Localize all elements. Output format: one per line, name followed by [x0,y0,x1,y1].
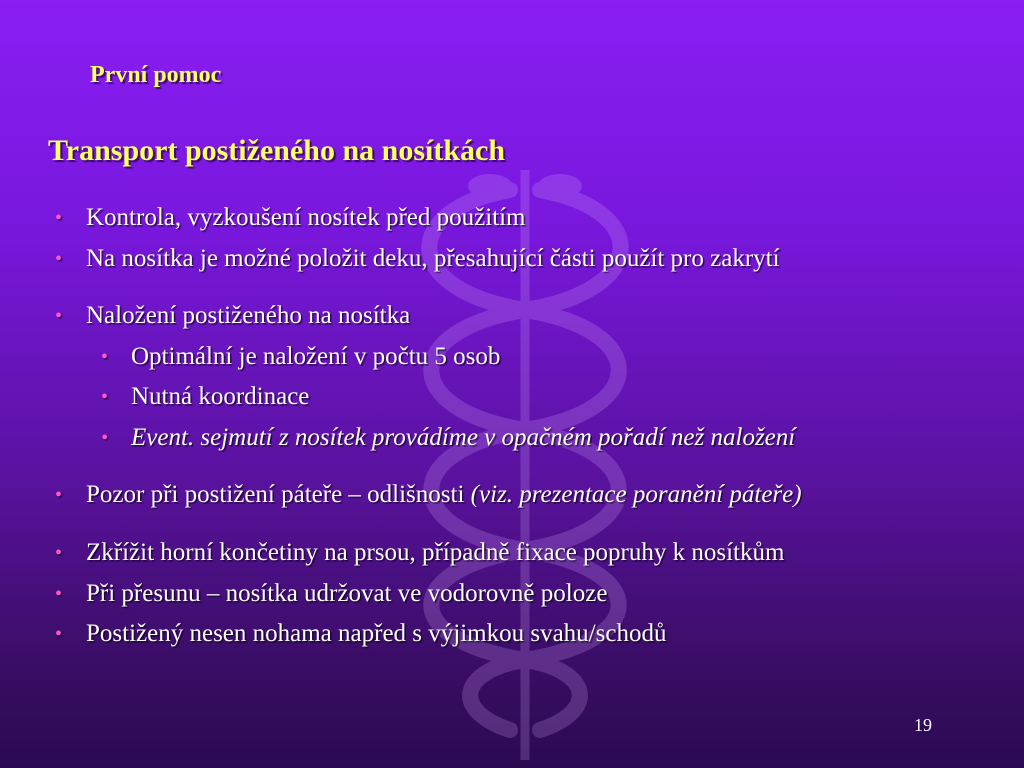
list-item-text: Optimální je naložení v počtu 5 osob [131,343,501,370]
list-item [55,538,785,568]
list-item [55,480,802,510]
bullet-icon: • [55,305,63,327]
bullet-icon: • [101,386,109,408]
sub-list-item [101,423,796,453]
list-item [55,244,780,274]
bullet-icon: • [101,346,109,368]
bullet-icon: • [55,248,63,270]
list-item-text: Nutná koordinace [131,383,310,410]
list-item-text: Naložení postiženého na nosítka [86,302,411,329]
bullet-icon: • [55,484,63,506]
list-item-text: Postižený nesen nohama napřed s výjimkou svahu/schodů [86,620,667,647]
list-item-text: Na nosítka je možné položit deku, přesahující části použít pro zakrytí [86,245,780,272]
slide-header: První pomoc [90,62,222,88]
list-item-text: Event. sejmutí z nosítek provádíme v opačném pořadí než naložení [131,424,796,451]
list-item [55,301,411,331]
bullet-icon: • [101,427,109,449]
bullet-icon: • [55,542,63,564]
bullet-icon: • [55,583,63,605]
list-item-text: Kontrola, vyzkoušení nosítek před použitím [86,204,526,231]
list-item [55,203,526,233]
list-item-text: Zkřížit horní končetiny na prsou, případně fixace popruhy k nosítkům [86,539,785,566]
page-number: 19 [914,715,932,735]
slide-title: Transport postiženého na nosítkách [48,134,506,167]
list-item-note: (viz. prezentace poranění páteře) [470,481,802,508]
list-item-text: Pozor při postižení páteře – odlišnosti [86,481,471,508]
list-item-text: Při přesunu – nosítka udržovat ve vodorovně poloze [86,580,608,607]
list-item [55,619,667,649]
list-item [55,579,608,609]
sub-list-item [101,382,310,412]
bullet-icon: • [55,623,63,645]
sub-list-item [101,342,501,372]
bullet-icon: • [55,207,63,229]
